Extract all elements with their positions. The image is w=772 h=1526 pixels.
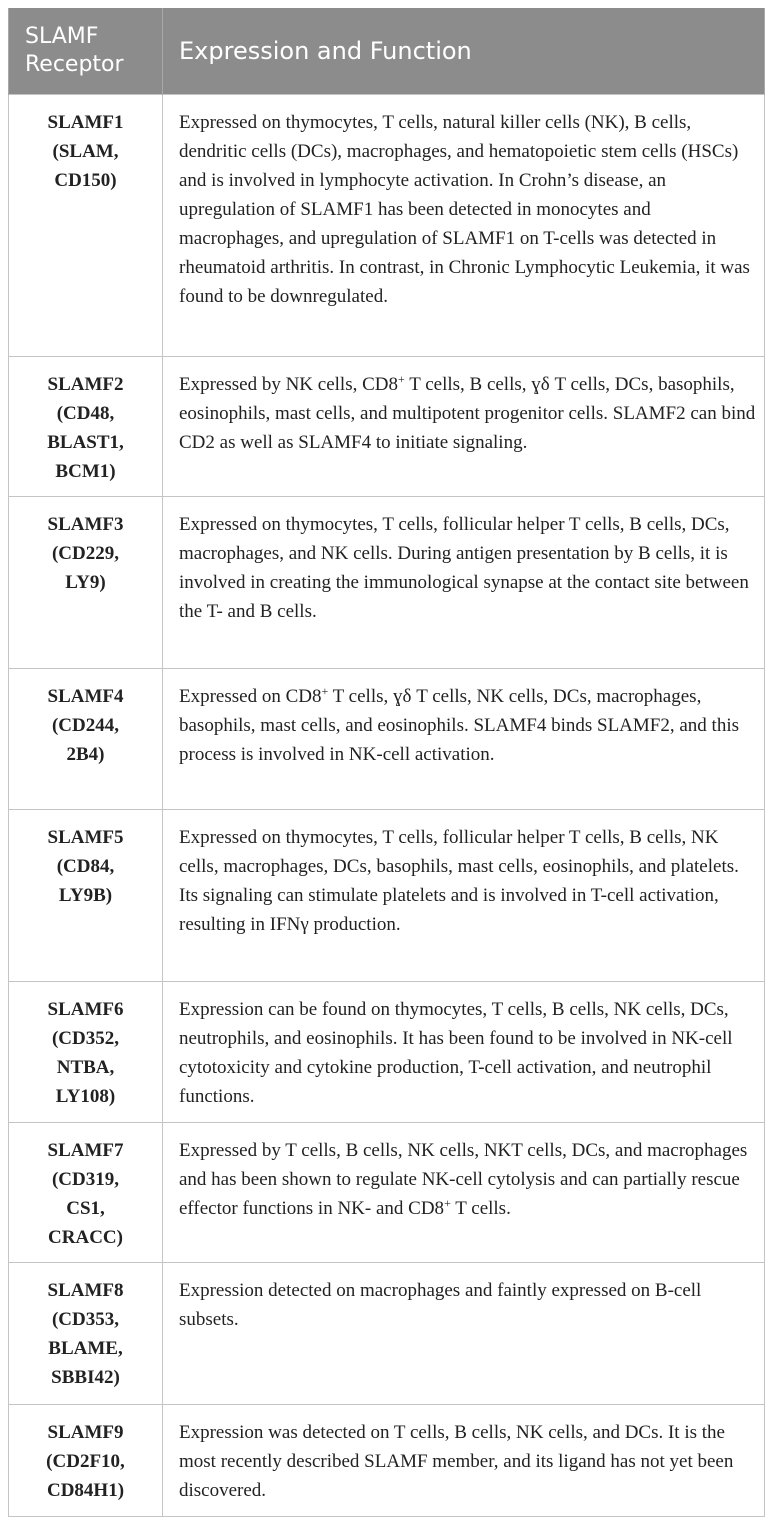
receptor-name-line: SLAMF5 [47, 827, 124, 848]
table-header-row [9, 8, 765, 95]
receptor-name-cell [9, 982, 163, 1123]
receptor-name-line: (CD2F10, [46, 1451, 125, 1472]
receptor-name-line: (CD48, [56, 403, 115, 424]
receptor-name-line: SLAMF9 [47, 1422, 124, 1443]
receptor-name-line: CD84H1) [46, 1480, 125, 1501]
header-expression-function: Expression and Function [163, 8, 765, 95]
superscript-plus: + [444, 1196, 451, 1210]
receptor-name-line: (SLAM, [52, 141, 119, 162]
slamf-receptor-table [8, 8, 765, 1517]
receptor-description: Expressed on thymocytes, T cells, follicular helper T cells, B cells, DCs, macrophages, and NK cells. During antigen presentation by B cells, it is involved in creating the immunological synapse at the contact site between the T- and B cells. [163, 497, 765, 669]
header-col1-line1: SLAMF [25, 24, 99, 49]
receptor-name-line: SLAMF8 [47, 1280, 124, 1301]
table-row [9, 669, 765, 810]
receptor-name-cell [9, 810, 163, 982]
receptor-name-line: 2B4) [66, 744, 105, 765]
receptor-name-line: CS1, [66, 1198, 105, 1219]
superscript-plus: + [398, 372, 405, 386]
receptor-name-line: CD150) [54, 170, 117, 191]
receptor-name-cell [9, 357, 163, 497]
receptor-description: Expression can be found on thymocytes, T cells, B cells, NK cells, DCs, neutrophils, and eosinophils. It has been found to be involved in NK-cell cytotoxicity and cytokine production, T-cell activation, and neutrophil functions. [163, 982, 765, 1123]
table-row [9, 1263, 765, 1405]
receptor-description [163, 1123, 765, 1263]
receptor-description [163, 357, 765, 497]
receptor-description [163, 669, 765, 810]
receptor-name-line: SBBI42) [51, 1367, 120, 1388]
receptor-name-line: LY9B) [58, 885, 113, 906]
table-row [9, 982, 765, 1123]
receptor-name-line: NTBA, [56, 1057, 115, 1078]
receptor-name-cell [9, 1405, 163, 1517]
table-row [9, 357, 765, 497]
receptor-description: Expressed on thymocytes, T cells, natural killer cells (NK), B cells, dendritic cells (DCs), macrophages, and hematopoietic stem cells (HSCs) and is involved in lymphocyte activation. In Crohn’s disease, an upregulation of SLAMF1 has been detected in monocytes and macrophages, and upregulation of SLAMF1 on T-cells was detected in rheumatoid arthritis. In contrast, in Chronic Lymphocytic Leukemia, it was found to be downregulated. [163, 95, 765, 357]
receptor-name-cell [9, 669, 163, 810]
table-row [9, 1405, 765, 1517]
receptor-name-line: LY108) [55, 1086, 116, 1107]
receptor-name-line: (CD229, [51, 543, 120, 564]
receptor-description: Expressed on thymocytes, T cells, follicular helper T cells, B cells, NK cells, macrophages, DCs, basophils, mast cells, eosinophils, and platelets. Its signaling can stimulate platelets and is involved in T-cell activation, resulting in IFNγ production. [163, 810, 765, 982]
receptor-name-line: SLAMF7 [47, 1140, 124, 1161]
receptor-name-line: (CD353, [51, 1309, 120, 1330]
receptor-name-line: (CD352, [51, 1028, 120, 1049]
receptor-name-line: (CD84, [56, 856, 115, 877]
receptor-name-cell [9, 95, 163, 357]
receptor-name-line: BLAST1, [47, 432, 124, 453]
description-text: T cells, B cells, ɣδ T cells, DCs, basophils, eosinophils, mast cells, and multipotent progenitor cells. SLAMF2 can bind CD2 as well as SLAMF4 to initiate signaling. [179, 374, 756, 453]
superscript-plus: + [321, 684, 329, 698]
receptor-name-line: BCM1) [55, 461, 116, 482]
description-text: Expressed on CD8 [179, 686, 322, 707]
description-text: T cells, ɣδ T cells, NK cells, DCs, macrophages, basophils, mast cells, and eosinophils. SLAMF4 binds SLAMF2, and this process is involved in NK-cell activation. [179, 686, 739, 765]
receptor-name-line: SLAMF6 [47, 999, 124, 1020]
receptor-name-line: LY9) [65, 572, 106, 593]
receptor-name-line: (CD244, [51, 715, 120, 736]
receptor-name-line: SLAMF4 [47, 686, 124, 707]
table-row [9, 1123, 765, 1263]
header-col1-line2: Receptor [25, 52, 124, 77]
table-row [9, 95, 765, 357]
description-text: Expressed by T cells, B cells, NK cells, NKT cells, DCs, and macrophages and has been shown to regulate NK-cell cytolysis and can partially rescue effector functions in NK- and CD8 [179, 1140, 748, 1219]
receptor-description: Expression was detected on T cells, B cells, NK cells, and DCs. It is the most recently described SLAMF member, and its ligand has not yet been discovered. [163, 1405, 765, 1517]
table-row [9, 497, 765, 669]
receptor-name-line: CRACC) [48, 1227, 123, 1248]
table-row [9, 810, 765, 982]
receptor-name-line: SLAMF2 [47, 374, 124, 395]
receptor-name-line: (CD319, [51, 1169, 120, 1190]
description-text: T cells. [450, 1198, 511, 1219]
receptor-name-line: BLAME, [48, 1338, 123, 1359]
receptor-name-cell [9, 1123, 163, 1263]
receptor-name-cell [9, 497, 163, 669]
receptor-name-line: SLAMF3 [47, 514, 124, 535]
receptor-description: Expression detected on macrophages and faintly expressed on B-cell subsets. [163, 1263, 765, 1405]
header-slamf-receptor [9, 8, 163, 95]
receptor-name-cell [9, 1263, 163, 1405]
receptor-name-line: SLAMF1 [47, 112, 124, 133]
description-text: Expressed by NK cells, CD8 [179, 374, 398, 395]
